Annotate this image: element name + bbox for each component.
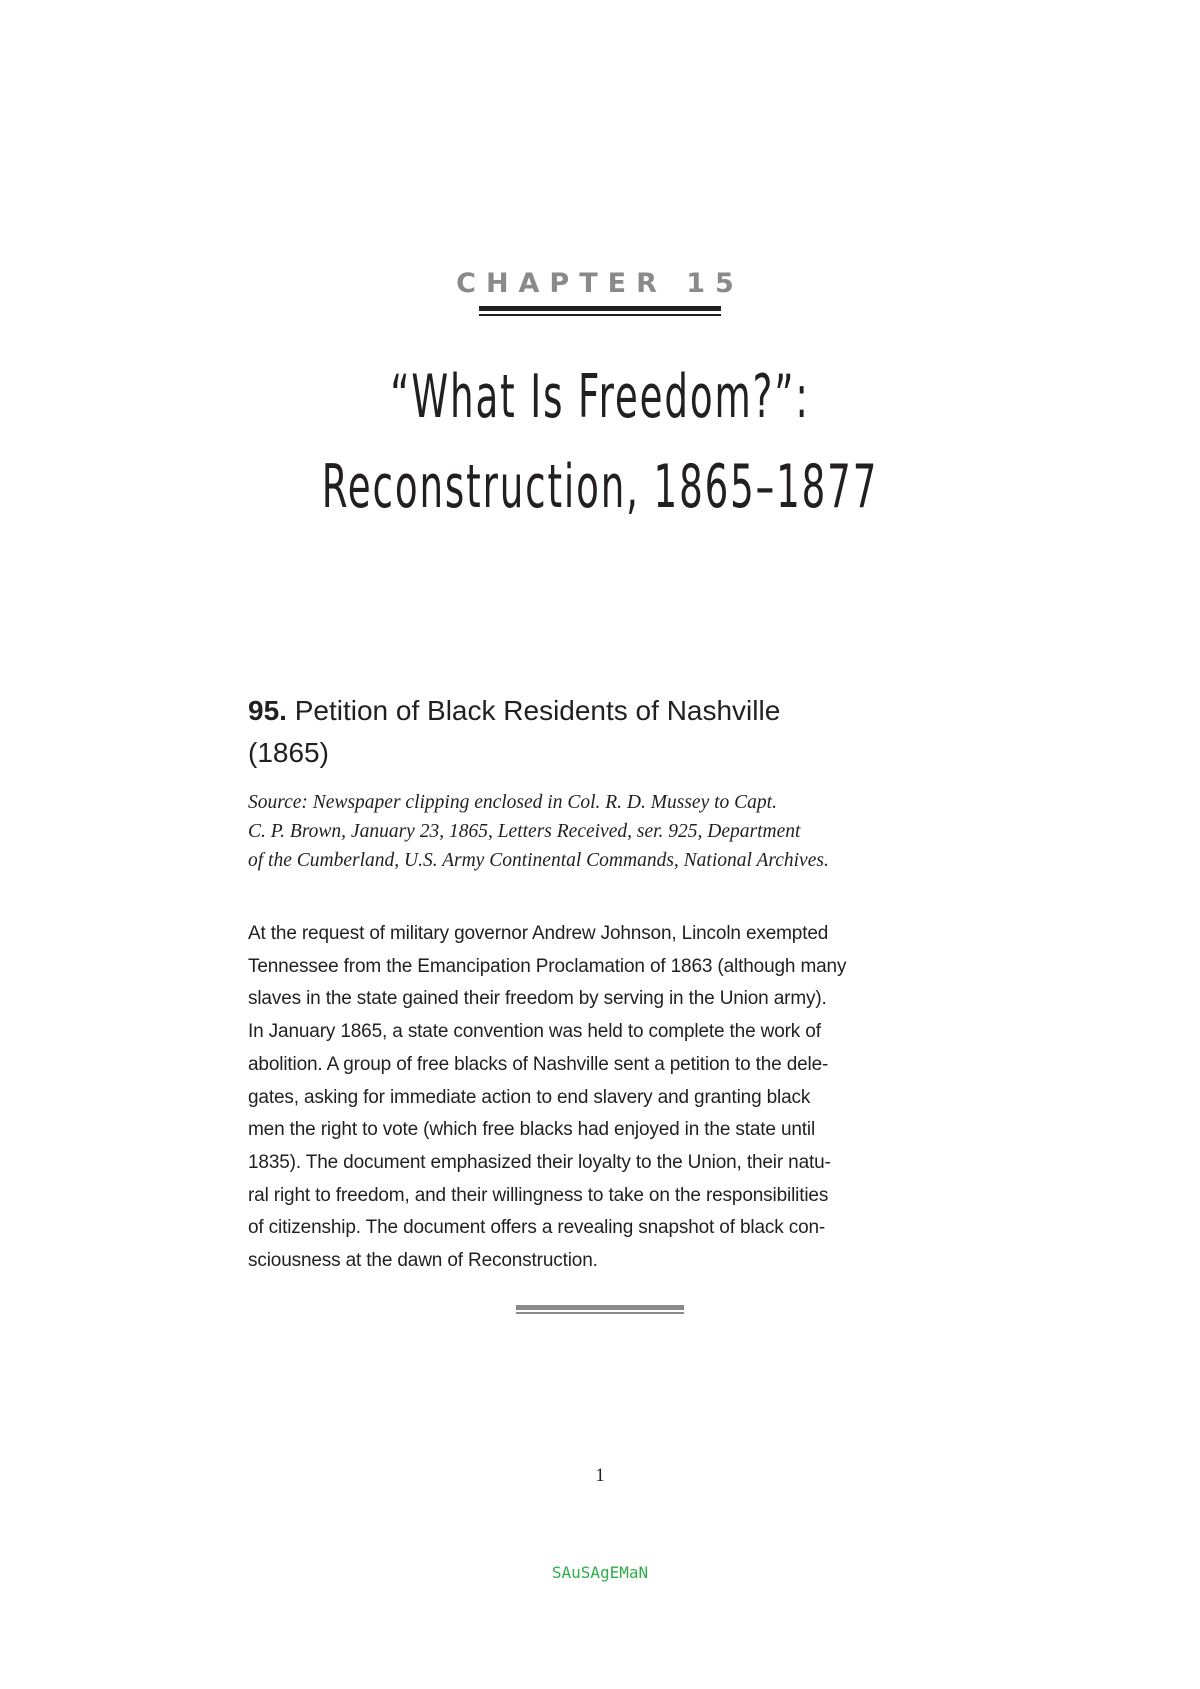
chapter-title-line: Reconstruction, 1865–1877 [321, 452, 879, 522]
document-heading [248, 690, 948, 774]
document-heading-line-2: (1865) [248, 737, 329, 768]
source-citation [248, 788, 968, 875]
body-paragraph [248, 918, 968, 1278]
source-line: Source: Newspaper clipping enclosed in Col. R. D. Mussey to Capt. [248, 792, 777, 813]
chapter-rule-thin [479, 314, 721, 316]
body-line: of citizenship. The document offers a revealing snapshot of black con- [248, 1217, 826, 1239]
document-title: Petition of Black Residents of Nashville [294, 695, 781, 726]
source-line: C. P. Brown, January 23, 1865, Letters Received, ser. 925, Department [248, 821, 801, 842]
end-rule-bar [516, 1305, 684, 1310]
watermark: SAuSAgEMaN [551, 1563, 649, 1582]
body-line: Tennessee from the Emancipation Proclamation of 1863 (although many [248, 955, 847, 977]
document-heading-line-1 [248, 690, 948, 732]
section-end-rule [516, 1305, 684, 1314]
end-rule-bar [516, 1312, 684, 1314]
body-line: slaves in the state gained their freedom by serving in the Union army). [248, 988, 827, 1010]
body-line: sciousness at the dawn of Reconstruction. [248, 1250, 598, 1272]
chapter-title-line: “What Is Freedom?”: [390, 362, 810, 432]
body-line: ral right to freedom, and their willingness to take on the responsibilities [248, 1184, 829, 1206]
chapter-rule [479, 306, 721, 316]
chapter-rule-thick [479, 306, 721, 311]
page-number: 1 [595, 1465, 605, 1486]
document-number: 95. [248, 695, 287, 726]
body-line: gates, asking for immediate action to end slavery and granting black [248, 1086, 811, 1108]
body-line: 1835). The document emphasized their loyalty to the Union, their natu- [248, 1151, 831, 1173]
chapter-title [228, 352, 972, 532]
body-line: In January 1865, a state convention was held to complete the work of [248, 1021, 821, 1043]
body-line: men the right to vote (which free blacks had enjoyed in the state until [248, 1119, 816, 1141]
chapter-label: CHAPTER 15 [456, 268, 744, 299]
body-line: At the request of military governor Andrew Johnson, Lincoln exempted [248, 923, 829, 944]
source-line: of the Cumberland, U.S. Army Continental Commands, National Archives. [248, 850, 829, 871]
body-line: abolition. A group of free blacks of Nashville sent a petition to the dele- [248, 1053, 829, 1075]
